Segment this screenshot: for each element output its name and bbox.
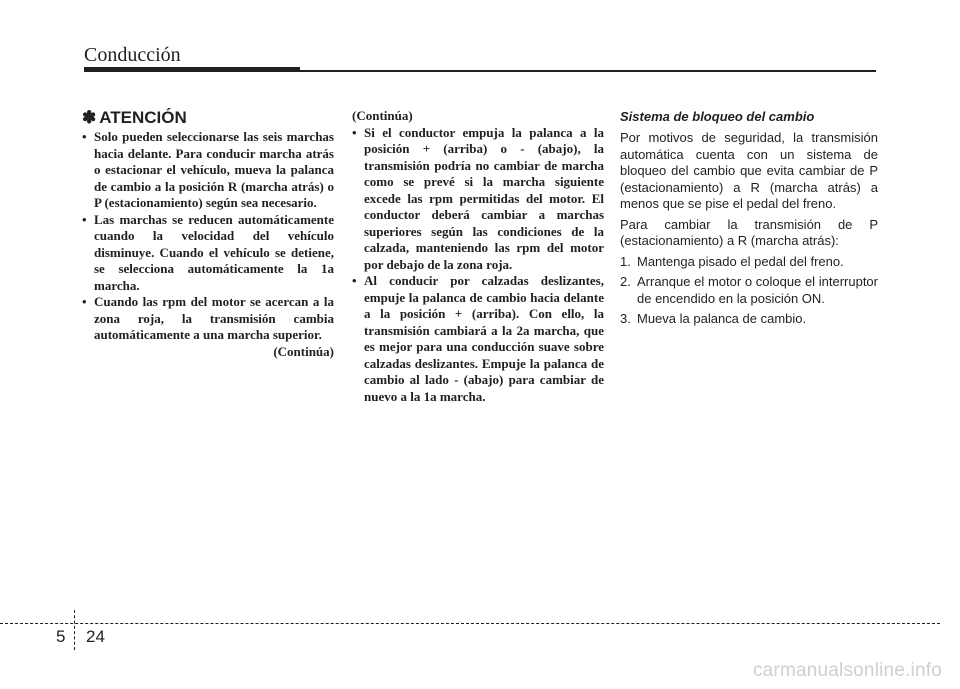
attention-list	[82, 129, 334, 344]
step-item: 1. Mantenga pisado el pedal del freno.	[620, 253, 844, 269]
column-middle	[352, 108, 604, 405]
paragraph: Para cambiar la transmisión de P (estacionamiento) a R (marcha atrás):	[620, 216, 878, 248]
page-number: 24	[86, 627, 105, 646]
paragraph: Por motivos de seguridad, la transmisión automática cuenta con un sistema de bloqueo del cambio que evita cambiar de P (estacionamiento) a R (marcha atrás) a menos que se pise el pedal del freno.	[620, 130, 878, 211]
attention-heading-text: ATENCIÓN	[99, 108, 187, 127]
attention-list-continued	[352, 125, 604, 406]
bullet-icon: •	[82, 129, 87, 144]
steps-list	[620, 254, 878, 328]
column-left	[82, 108, 334, 360]
list-item: • Si el conductor empuja la palanca a la posición + (arriba) o - (abajo), la transmisión podría no cambiar de marcha como se prevé si la marcha siguiente excede las rpm permitidas del motor. El conductor deberá cambiar a marchas superiores según las condiciones de la calzada, manteniendo las rpm del motor por debajo de la zona roja.	[352, 124, 604, 272]
chapter-number: 5	[56, 627, 66, 646]
step-item: 2. Arranque el motor o coloque el interruptor de encendido en la posición ON.	[620, 274, 878, 306]
list-item: • Las marchas se reducen automáticamente cuando la velocidad del vehículo disminuye. Cuando el vehículo se detiene, se selecciona automáticamente la 1a marcha.	[82, 211, 334, 293]
step-item: 3. Mueva la palanca de cambio.	[620, 311, 807, 326]
section-heading: Sistema de bloqueo del cambio	[620, 109, 815, 124]
footer-divider	[0, 623, 940, 624]
page-header-title: Conducción	[84, 44, 181, 66]
bullet-icon: •	[352, 273, 357, 288]
bullet-icon: •	[82, 211, 87, 227]
column-right	[620, 108, 878, 332]
footer-vertical-divider	[74, 610, 75, 650]
bullet-icon: •	[82, 294, 87, 309]
asterisk-icon: ✽	[82, 108, 97, 127]
continued-note: (Continúa)	[352, 108, 413, 123]
list-item: • Solo pueden seleccionarse las seis marchas hacia delante. Para conducir marcha atrás o estacionar el vehículo, mueva la palanca de cambio a la posición R (marcha atrás) o P (estacionamiento) según sea necesario.	[82, 129, 334, 210]
header-rule-thick	[84, 67, 300, 72]
list-item: • Al conducir por calzadas deslizantes, empuje la palanca de cambio hacia delante a la posición + (arriba). Con ello, la transmisión cambiará a la 2a marcha, que es mejor para una conducción suave sobre calzadas deslizantes. Empuje la palanca de cambio al lado - (abajo) para cambiar de nuevo a la 1a marcha.	[352, 273, 604, 404]
watermark: carmanualsonline.info	[752, 660, 942, 681]
attention-heading	[82, 108, 334, 128]
continued-note: (Continúa)	[273, 343, 334, 359]
list-item: • Cuando las rpm del motor se acercan a la zona roja, la transmisión cambia automáticamente a una marcha superior.	[82, 294, 334, 342]
header-rule-thin	[300, 70, 876, 72]
bullet-icon: •	[352, 124, 357, 140]
